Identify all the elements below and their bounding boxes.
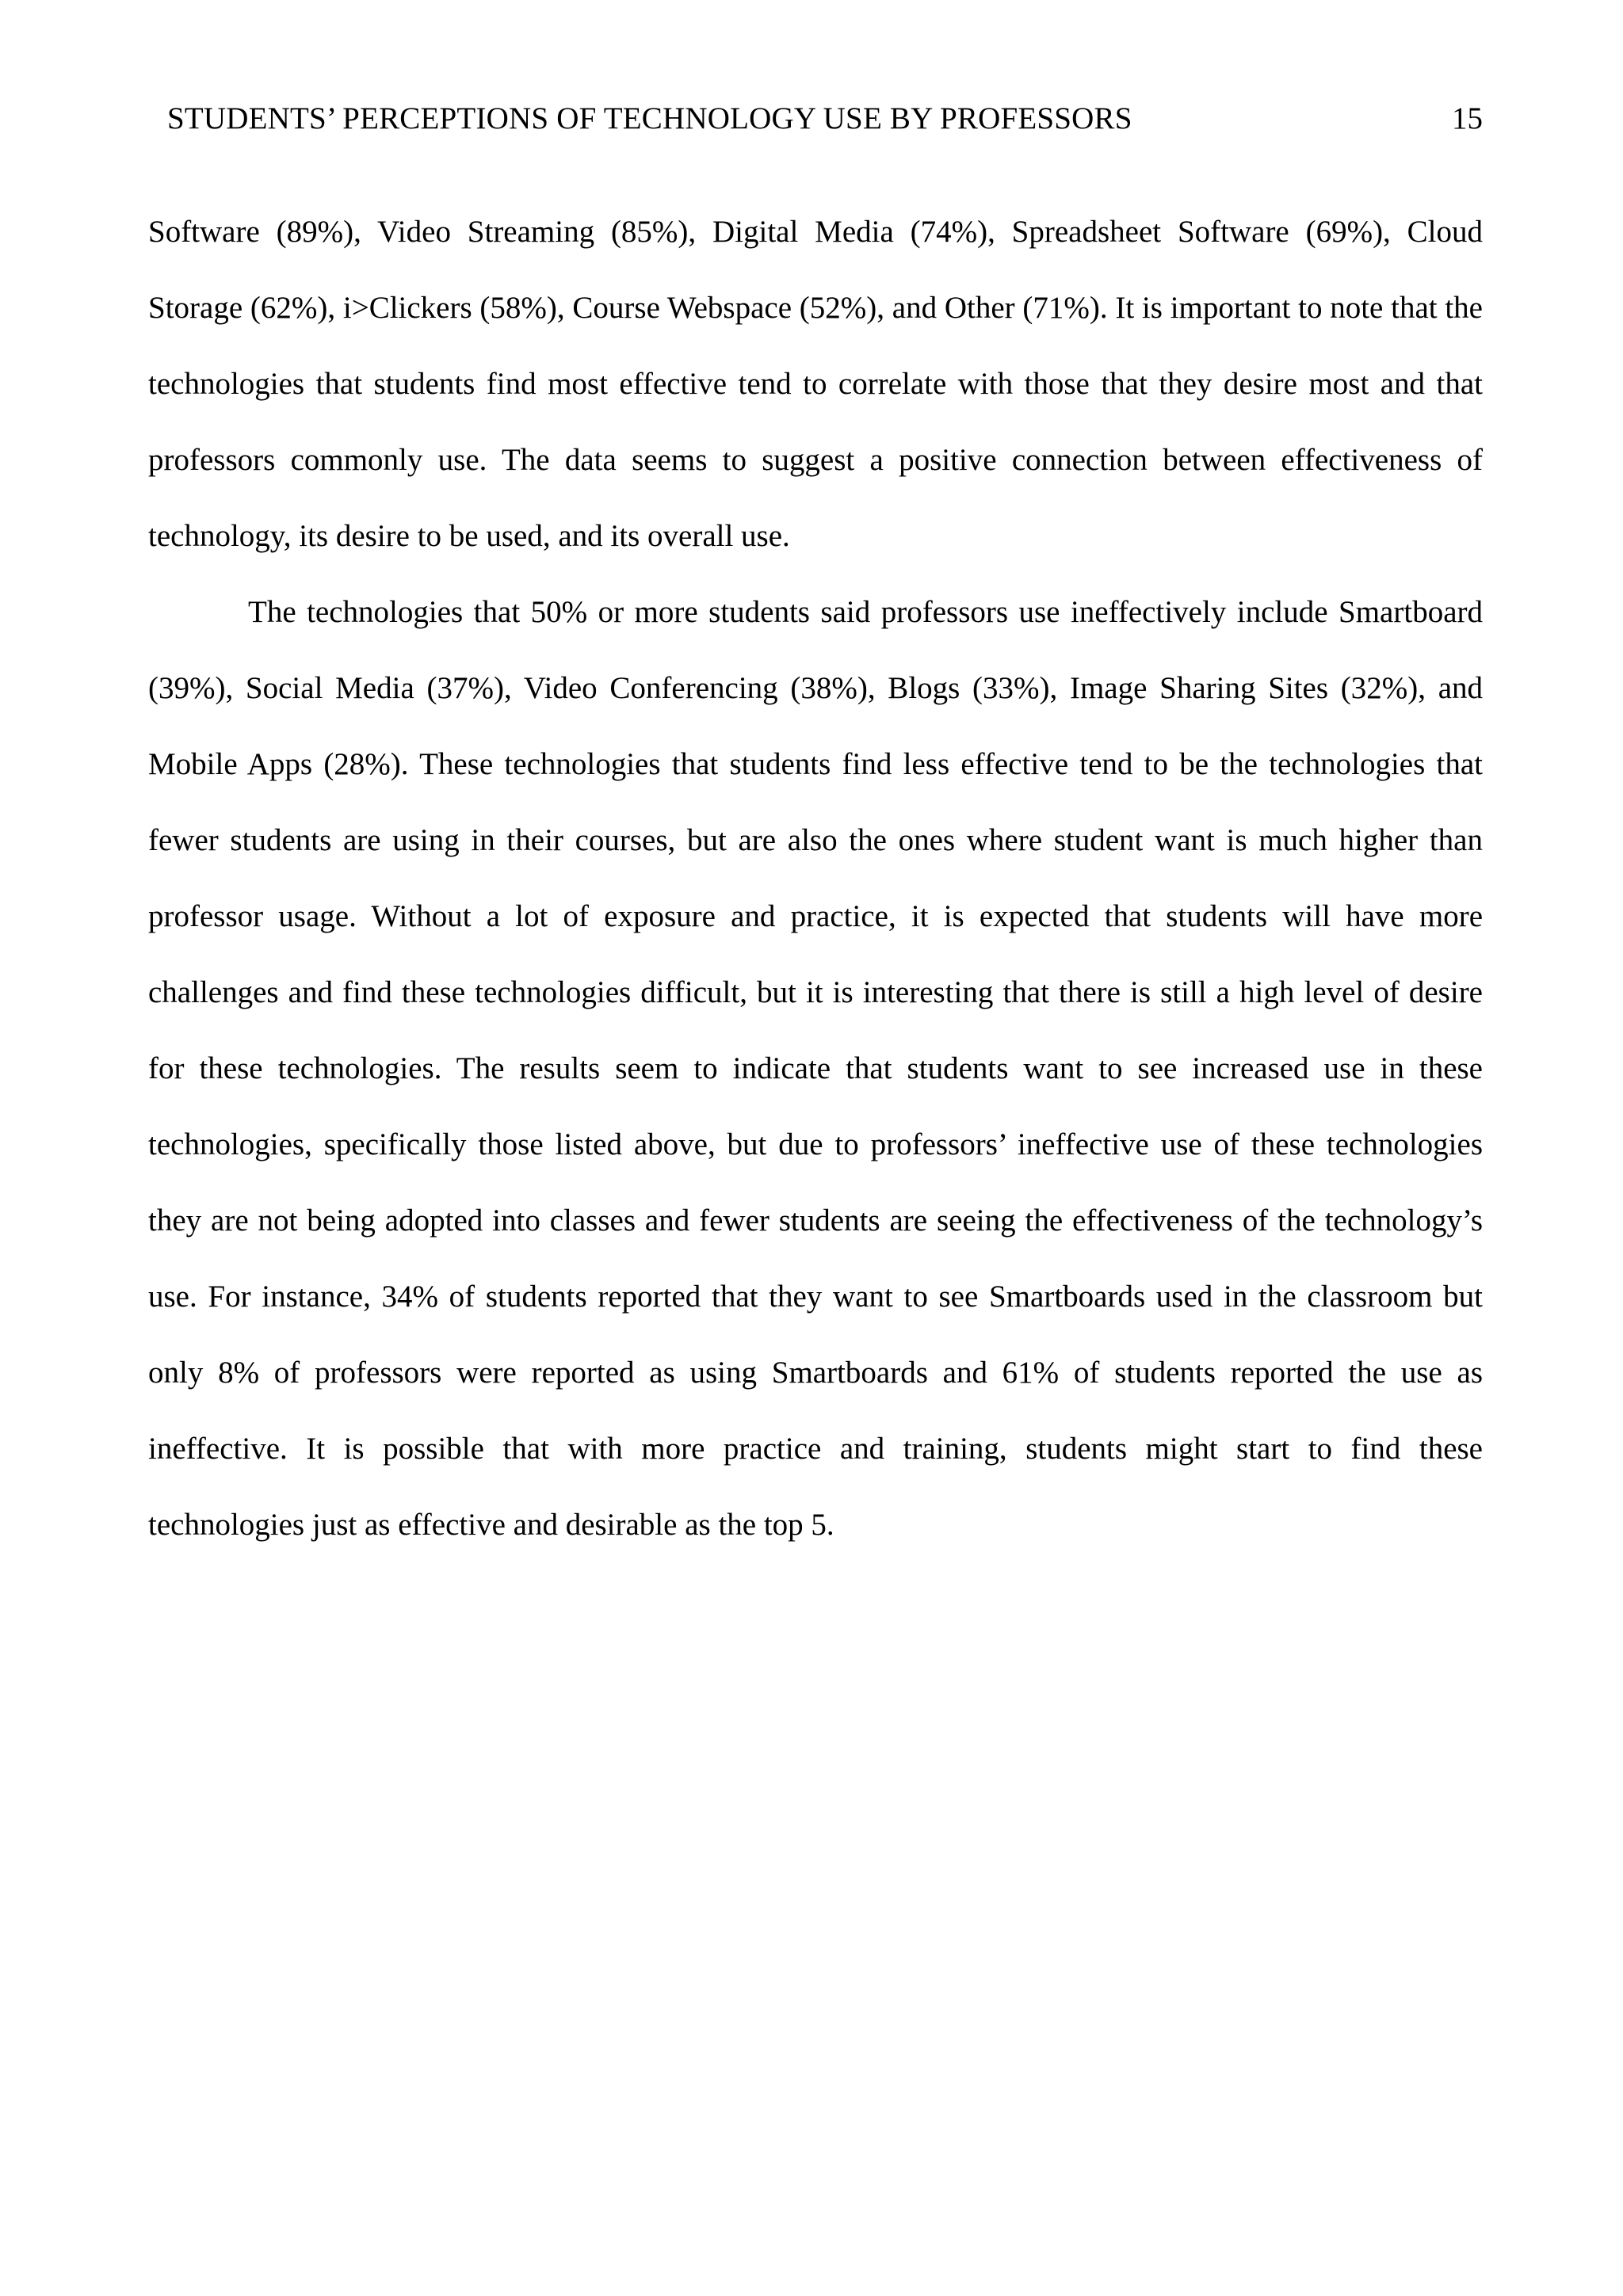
- body-text: [148, 194, 1483, 1563]
- running-head-title: STUDENTS’ PERCEPTIONS OF TECHNOLOGY USE BY PROFESSORS: [167, 101, 1132, 135]
- body-paragraph: The technologies that 50% or more students said professors use ineffectively include Smartboard (39%), Social Media (37%), Video Conferencing (38%), Blogs (33%), Image Sharing Sites (32%), and Mobile Apps (28%). These technologies that students find less effective tend to be the technologies that fewer students are using in their courses, but are also the ones where student want is much higher than professor usage. Without a lot of exposure and practice, it is expected that students will have more challenges and find these technologies difficult, but it is interesting that there is still a high level of desire for these technologies. The results seem to indicate that students want to see increased use in these technologies, specifically those listed above, but due to professors’ ineffective use of these technologies they are not being adopted into classes and fewer students are seeing the effectiveness of the technology’s use. For instance, 34% of students reported that they want to see Smartboards used in the classroom but only 8% of professors were reported as using Smartboards and 61% of students reported the use as ineffective. It is possible that with more practice and training, students might start to find these technologies just as effective and desirable as the top 5.: [148, 595, 1483, 1542]
- body-paragraph: Software (89%), Video Streaming (85%), Digital Media (74%), Spreadsheet Software (69%), Cloud Storage (62%), i>Clickers (58%), Course Webspace (52%), and Other (71%). It is important to note that the technologies that students find most effective tend to correlate with those that they desire most and that professors commonly use. The data seems to suggest a positive connection between effectiveness of technology, its desire to be used, and its overall use.: [148, 215, 1483, 553]
- page-number: 15: [1452, 101, 1483, 135]
- running-head: [167, 98, 1483, 139]
